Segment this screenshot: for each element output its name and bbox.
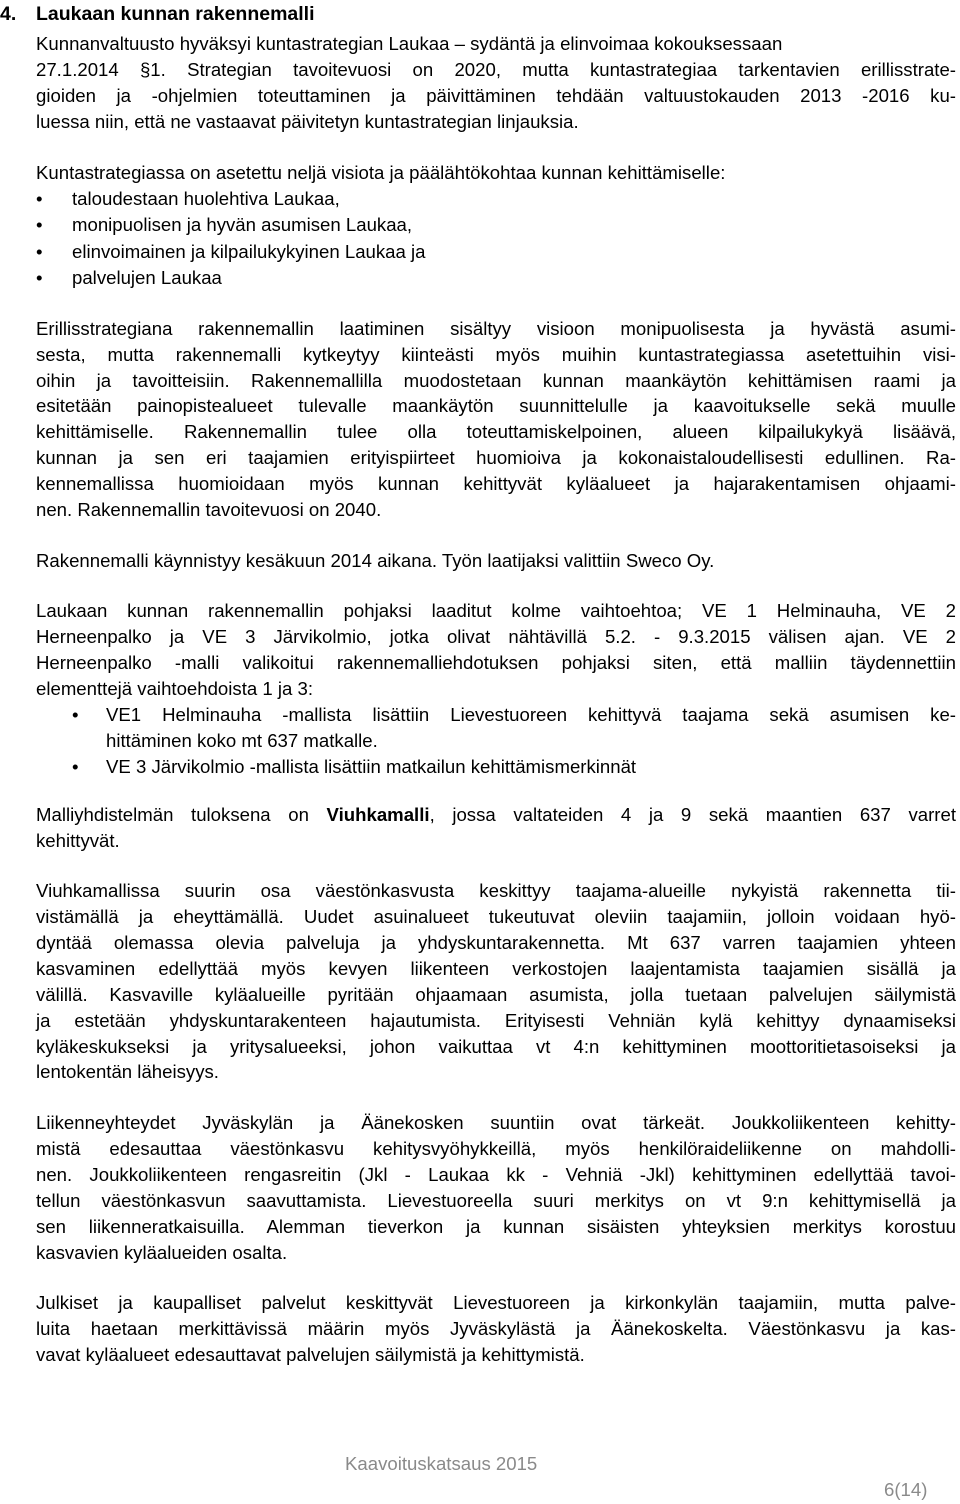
paragraph-3-line: oihin ja tavoitteisiin. Rakennemallilla muodostetaan kunnan maankäytön kehittämisen raami ja <box>36 370 956 391</box>
section-number: 4. <box>0 3 17 25</box>
paragraph-1-line: luessa niin, että ne vastaavat päivitetyn kuntastrategian linjauksia. <box>36 111 579 132</box>
paragraph-6-line <box>36 803 956 827</box>
addition-item: VE1 Helminauha -mallista lisättiin Lievestuoreen kehittyvä taajama sekä asumisen ke- <box>106 704 956 725</box>
vision-item: elinvoimainen ja kilpailukykyinen Laukaa ja <box>72 241 426 262</box>
paragraph-9-line: luita haetaan merkittävissä määrin myös Jyväskylästä ja Äänekoskelta. Väestönkasvu ja kas- <box>36 1318 956 1339</box>
page-number: 6(14) <box>884 1479 928 1500</box>
paragraph-7-line: ja estetään yhdyskuntarakenteen hajautumista. Erityisesti Vehniän kylä kehittyy dynaamiseksi <box>36 1010 956 1031</box>
bullet-dot: • <box>36 241 43 262</box>
bullet-dot: • <box>72 756 79 777</box>
paragraph-8-line: Liikenneyhteydet Jyväskylän ja Äänekosken suuntiin ovat tärkeät. Joukkoliikenteen kehitty- <box>36 1112 956 1133</box>
addition-item: VE 3 Järvikolmio -mallista lisättiin matkailun kehittämismerkinnät <box>106 756 637 777</box>
vision-item: palvelujen Laukaa <box>72 267 222 288</box>
paragraph-8-line: sen liikenneratkaisuilla. Alemman tieverkon ja kunnan sisäisten yhteyksien merkitys korostuu <box>36 1216 956 1237</box>
paragraph-6-text: , jossa valtateiden 4 ja 9 sekä maantien 637 varret <box>429 804 956 825</box>
paragraph-1-line: 27.1.2014 §1. Strategian tavoitevuosi on 2020, mutta kuntastrategiaa tarkentavien erillisstrate- <box>36 59 956 80</box>
vision-item: monipuolisen ja hyvän asumisen Laukaa, <box>72 214 413 235</box>
bullet-dot: • <box>36 267 43 288</box>
paragraph-7-line: lentokentän läheisyys. <box>36 1061 219 1082</box>
paragraph-3-line: kunnan ja sen eri taajamien erityispiirteet huomioiva ja kokonaistaloudellisesti edullinen. Ra- <box>36 447 956 468</box>
paragraph-9-line: Julkiset ja kaupalliset palvelut keskittyvät Lievestuoreen ja kirkonkylän taajamiin, mutta palve- <box>36 1292 956 1313</box>
paragraph-5-line: Herneenpalko ja VE 3 Järvikolmio, jotka olivat nähtävillä 5.2. - 9.3.2015 välisen ajan. VE 2 <box>36 626 956 647</box>
footer-title: Kaavoituskatsaus 2015 <box>345 1453 538 1474</box>
paragraph-5-line: elementtejä vaihtoehdoista 1 ja 3: <box>36 678 314 699</box>
paragraph-1-line: gioiden ja -ohjelmien toteuttaminen ja päivittäminen tehdään valtuustokauden 2013 -2016 ku- <box>36 85 956 106</box>
bullet-dot: • <box>36 188 43 209</box>
paragraph-3-line: nen. Rakennemallin tavoitevuosi on 2040. <box>36 499 382 520</box>
paragraph-9-line: vavat kyläalueet edesauttavat palvelujen säilymistä ja kehittymistä. <box>36 1344 585 1365</box>
paragraph-7-line: kyläkeskukseksi ja yritysalueeksi, johon vaikuttaa vt 4:n kehittyminen moottoritietasoiseksi ja <box>36 1036 956 1057</box>
section-heading <box>0 2 315 26</box>
paragraph-3-line: Erillisstrategiana rakennemallin laatiminen sisältyy visioon monipuolisesta ja hyvästä asumi- <box>36 318 956 339</box>
paragraph-4: Rakennemalli käynnistyy kesäkuun 2014 aikana. Työn laatijaksi valittiin Sweco Oy. <box>36 550 715 571</box>
bullet-dot: • <box>36 214 43 235</box>
paragraph-5-line: Laukaan kunnan rakennemallin pohjaksi laaditut kolme vaihtoehtoa; VE 1 Helminauha, VE 2 <box>36 600 956 621</box>
paragraph-5-line: Herneenpalko -malli valikoitui rakennemalliehdotuksen pohjaksi siten, että malliin täydennettiin <box>36 652 956 673</box>
paragraph-3-line: esitetään painopistealueet tulevalle maankäytön suunnittelulle ja kaavoitukselle sekä muulle <box>36 395 956 416</box>
paragraph-8-line: nen. Joukkoliikenteen rengasreitin (Jkl - Laukaa kk - Vehniä -Jkl) kehittyminen edellyttää tavoi- <box>36 1164 956 1185</box>
paragraph-7-line: vistämällä ja eheyttämällä. Uudet asuinalueet tukeutuvat oleviin taajamiin, jolloin voidaan hyö- <box>36 906 956 927</box>
paragraph-3-line: kehittämiselle. Rakennemallin tulee olla toteuttamiskelpoinen, alueen kilpailukykyä lisäävä, <box>36 421 956 442</box>
vision-item: taloudestaan huolehtiva Laukaa, <box>72 188 340 209</box>
viuhkamalli-term: Viuhkamalli <box>326 804 430 825</box>
paragraph-6-text: Malliyhdistelmän tuloksena on <box>36 804 327 825</box>
paragraph-3-line: kennemallissa huomioidaan myös kunnan kehittyvät kyläalueet ja hajarakentamisen ohjaami- <box>36 473 956 494</box>
section-title: Laukaan kunnan rakennemalli <box>36 3 315 25</box>
paragraph-1-line: Kunnanvaltuusto hyväksyi kuntastrategian Laukaa – sydäntä ja elinvoimaa kokouksessaan <box>36 33 783 54</box>
paragraph-7-line: Viuhkamallissa suurin osa väestönkasvusta keskittyy taajama-alueille nykyistä rakennetta tii- <box>36 880 956 901</box>
paragraph-3-line: sesta, mutta rakennemalli kytkeytyy kiinteästi myös muihin kuntastrategiassa asetettuihin visi- <box>36 344 956 365</box>
bullet-dot: • <box>72 704 79 725</box>
paragraph-8-line: tellun väestönkasvun saavuttamista. Lievestuoreella suuri merkitys on vt 9:n kehittymisellä ja <box>36 1190 956 1211</box>
paragraph-7-line: dyntää olemassa olevia palveluja ja yhdyskuntarakennetta. Mt 637 varren taajamien yhteen <box>36 932 956 953</box>
paragraph-6-line: kehittyvät. <box>36 830 120 851</box>
visions-intro: Kuntastrategiassa on asetettu neljä visiota ja päälähtökohtaa kunnan kehittämiselle: <box>36 162 726 183</box>
paragraph-8-line: mistä edesauttaa väestönkasvu kehitysvyöhykkeillä, myös henkilöraideliikenne on mahdolli- <box>36 1138 956 1159</box>
addition-item-continued: hittäminen koko mt 637 matkalle. <box>106 730 378 751</box>
paragraph-8-line: kasvavien kyläalueiden osalta. <box>36 1242 288 1263</box>
paragraph-7-line: välillä. Kasvaville kyläalueille pyritään ohjaamaan asumista, jolla tuetaan palvelujen säilymistä <box>36 984 956 1005</box>
paragraph-7-line: kasvaminen edellyttää myös kevyen liikenteen verkostojen laajentamista taajamien sisällä ja <box>36 958 956 979</box>
